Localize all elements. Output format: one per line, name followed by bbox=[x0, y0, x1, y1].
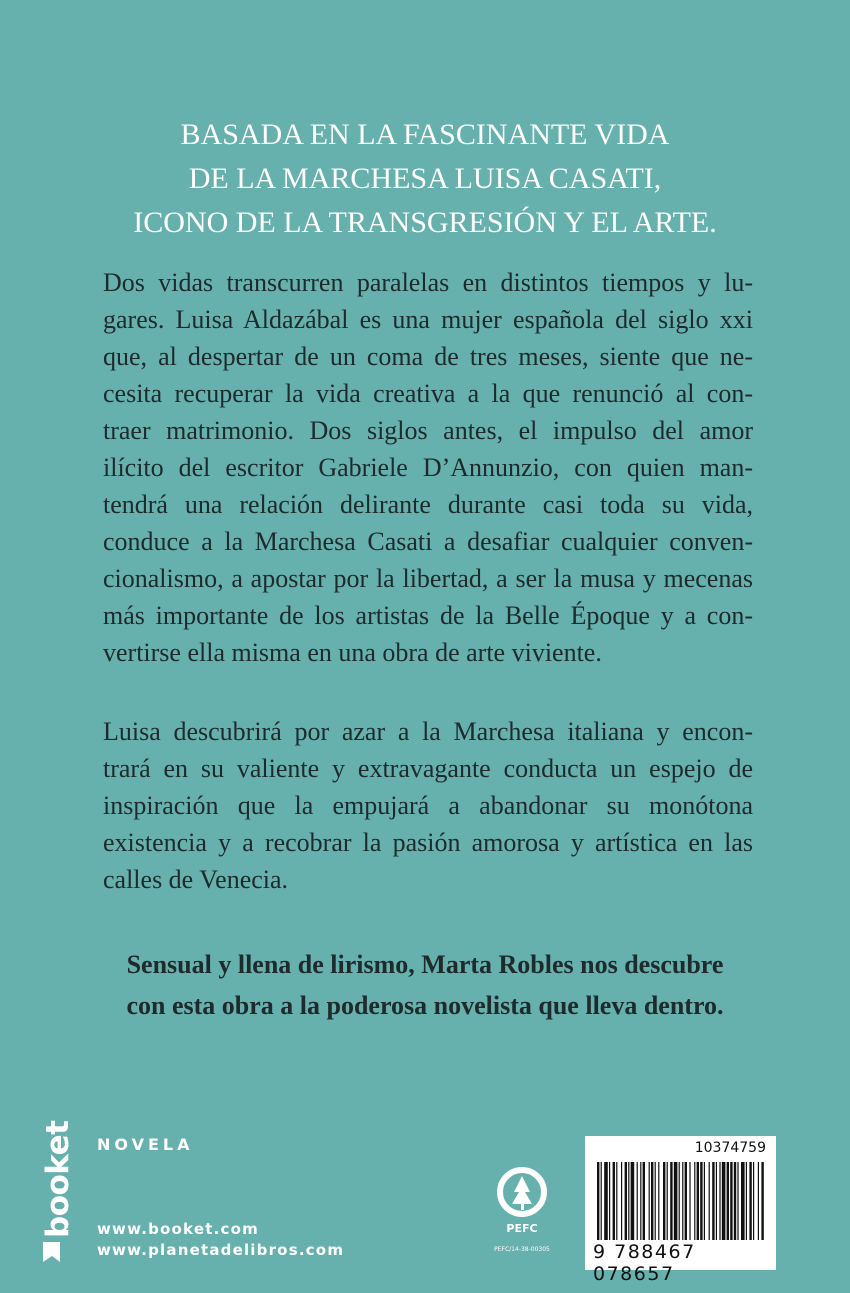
barcode-bar bbox=[753, 1162, 754, 1240]
barcode-bar bbox=[604, 1162, 608, 1240]
barcode-bar bbox=[722, 1162, 726, 1240]
synopsis-line: inspiración que la empujará a abandonar su monótona bbox=[103, 791, 753, 820]
publisher-url: www.booket.com bbox=[97, 1220, 259, 1238]
synopsis-line: trará en su valiente y extravagante conducta un espejo de bbox=[103, 754, 753, 783]
barcode-bar bbox=[712, 1162, 714, 1240]
barcode-bar bbox=[658, 1162, 659, 1240]
barcode-bar bbox=[682, 1162, 683, 1240]
barcode-bar bbox=[734, 1162, 736, 1240]
barcode-bar bbox=[727, 1162, 729, 1240]
barcode-bar bbox=[679, 1162, 680, 1240]
bookmark-shape bbox=[43, 1242, 60, 1262]
barcode-bar bbox=[637, 1162, 638, 1240]
barcode-bar bbox=[700, 1162, 702, 1240]
synopsis-line: traer matrimonio. Dos siglos antes, el impulso del amor bbox=[103, 416, 753, 445]
barcode-bar bbox=[640, 1162, 641, 1240]
synopsis-paragraph-1 bbox=[103, 264, 753, 671]
barcode-bar bbox=[655, 1162, 656, 1240]
barcode-bar bbox=[621, 1162, 622, 1240]
synopsis-line: Luisa descubrirá por azar a la Marchesa italiana y encon- bbox=[103, 717, 753, 746]
barcode-bar bbox=[689, 1162, 690, 1240]
synopsis-paragraph-2 bbox=[103, 713, 753, 898]
synopsis-line: gares. Luisa Aldazábal es una mujer española del siglo xxi bbox=[103, 305, 753, 334]
booket-logo-text: booket bbox=[40, 1120, 76, 1238]
closing-statement bbox=[60, 944, 790, 1026]
internal-code: 10374759 bbox=[694, 1140, 766, 1156]
barcode-bar bbox=[761, 1162, 763, 1240]
synopsis-line: Dos vidas transcurren paralelas en distintos tiempos y lu- bbox=[103, 268, 753, 297]
barcode-label bbox=[585, 1136, 776, 1285]
genre-label: NOVELA bbox=[97, 1135, 194, 1154]
closing-line-1: Sensual y llena de lirismo, Marta Robles nos descubre bbox=[126, 950, 724, 979]
barcode-bar bbox=[597, 1162, 599, 1240]
barcode-bar bbox=[601, 1162, 602, 1240]
barcode-bar bbox=[694, 1162, 695, 1240]
barcode-bar bbox=[670, 1162, 672, 1240]
barcode-bar bbox=[631, 1162, 635, 1240]
synopsis-line: más importante de los artistas de la Belle Époque y a con- bbox=[103, 601, 753, 630]
barcode-bar bbox=[667, 1162, 668, 1240]
synopsis-line: ilícito del escritor Gabriele D’Annunzio, con quien man- bbox=[103, 453, 753, 482]
pefc-logo bbox=[492, 1160, 552, 1250]
barcode-bar bbox=[697, 1162, 699, 1240]
synopsis-line: tendrá una relación delirante durante casi toda su vida, bbox=[103, 490, 753, 519]
synopsis-line: calles de Venecia. bbox=[103, 865, 289, 894]
barcode-bar bbox=[749, 1162, 751, 1240]
barcode-bar bbox=[609, 1162, 610, 1240]
tree-trunk bbox=[521, 1204, 524, 1210]
pefc-code: PEFC/14-38-00305 bbox=[494, 1246, 550, 1253]
synopsis-line: cionalismo, a apostar por la libertad, a ser la musa y mecenas bbox=[103, 564, 753, 593]
barcode-bar bbox=[709, 1162, 710, 1240]
barcode-bar bbox=[730, 1162, 732, 1240]
barcode-bar bbox=[651, 1162, 653, 1240]
barcode-bar bbox=[625, 1162, 627, 1240]
closing-line-2: con esta obra a la poderosa novelista que lleva dentro. bbox=[126, 991, 724, 1020]
headline-line-3: ICONO DE LA TRANSGRESIÓN Y EL ARTE. bbox=[133, 206, 717, 239]
planeta-url: www.planetadelibros.com bbox=[97, 1241, 345, 1259]
barcode-bar bbox=[737, 1162, 738, 1240]
barcode-bar bbox=[704, 1162, 705, 1240]
synopsis-line: que, al despertar de un coma de tres meses, siente que ne- bbox=[103, 342, 753, 371]
barcode-bar bbox=[758, 1162, 759, 1240]
barcode-bar bbox=[719, 1162, 720, 1240]
synopsis-line: vertirse ella misma en una obra de arte viviente. bbox=[103, 638, 602, 667]
pefc-label: PEFC bbox=[506, 1222, 538, 1235]
synopsis-line: existencia y a recobrar la pasión amorosa y artística en las bbox=[103, 828, 753, 857]
barcode-bar bbox=[616, 1162, 617, 1240]
isbn-number: 9 788467 078657 bbox=[593, 1241, 696, 1285]
barcode-bar bbox=[746, 1162, 747, 1240]
synopsis-line: conduce a la Marchesa Casati a desafiar cualquier conven- bbox=[103, 527, 753, 556]
barcode-bar bbox=[674, 1162, 678, 1240]
barcode-bar bbox=[628, 1162, 629, 1240]
headline-line-2: DE LA MARCHESA LUISA CASATI, bbox=[188, 162, 662, 195]
barcode-bar bbox=[643, 1162, 645, 1240]
barcode bbox=[595, 1162, 766, 1240]
barcode-bar bbox=[716, 1162, 717, 1240]
headline-line-1: BASADA EN LA FASCINANTE VIDA bbox=[180, 118, 670, 151]
barcode-bar bbox=[649, 1162, 650, 1240]
barcode-bar bbox=[685, 1162, 687, 1240]
barcode-bar bbox=[741, 1162, 745, 1240]
synopsis-line: cesita recuperar la vida creativa a la que renunció al con- bbox=[103, 379, 753, 408]
barcode-bar bbox=[663, 1162, 665, 1240]
headline bbox=[60, 113, 790, 245]
booket-logo bbox=[30, 1120, 86, 1270]
barcode-bar bbox=[613, 1162, 615, 1240]
tree-icon bbox=[512, 1176, 532, 1204]
